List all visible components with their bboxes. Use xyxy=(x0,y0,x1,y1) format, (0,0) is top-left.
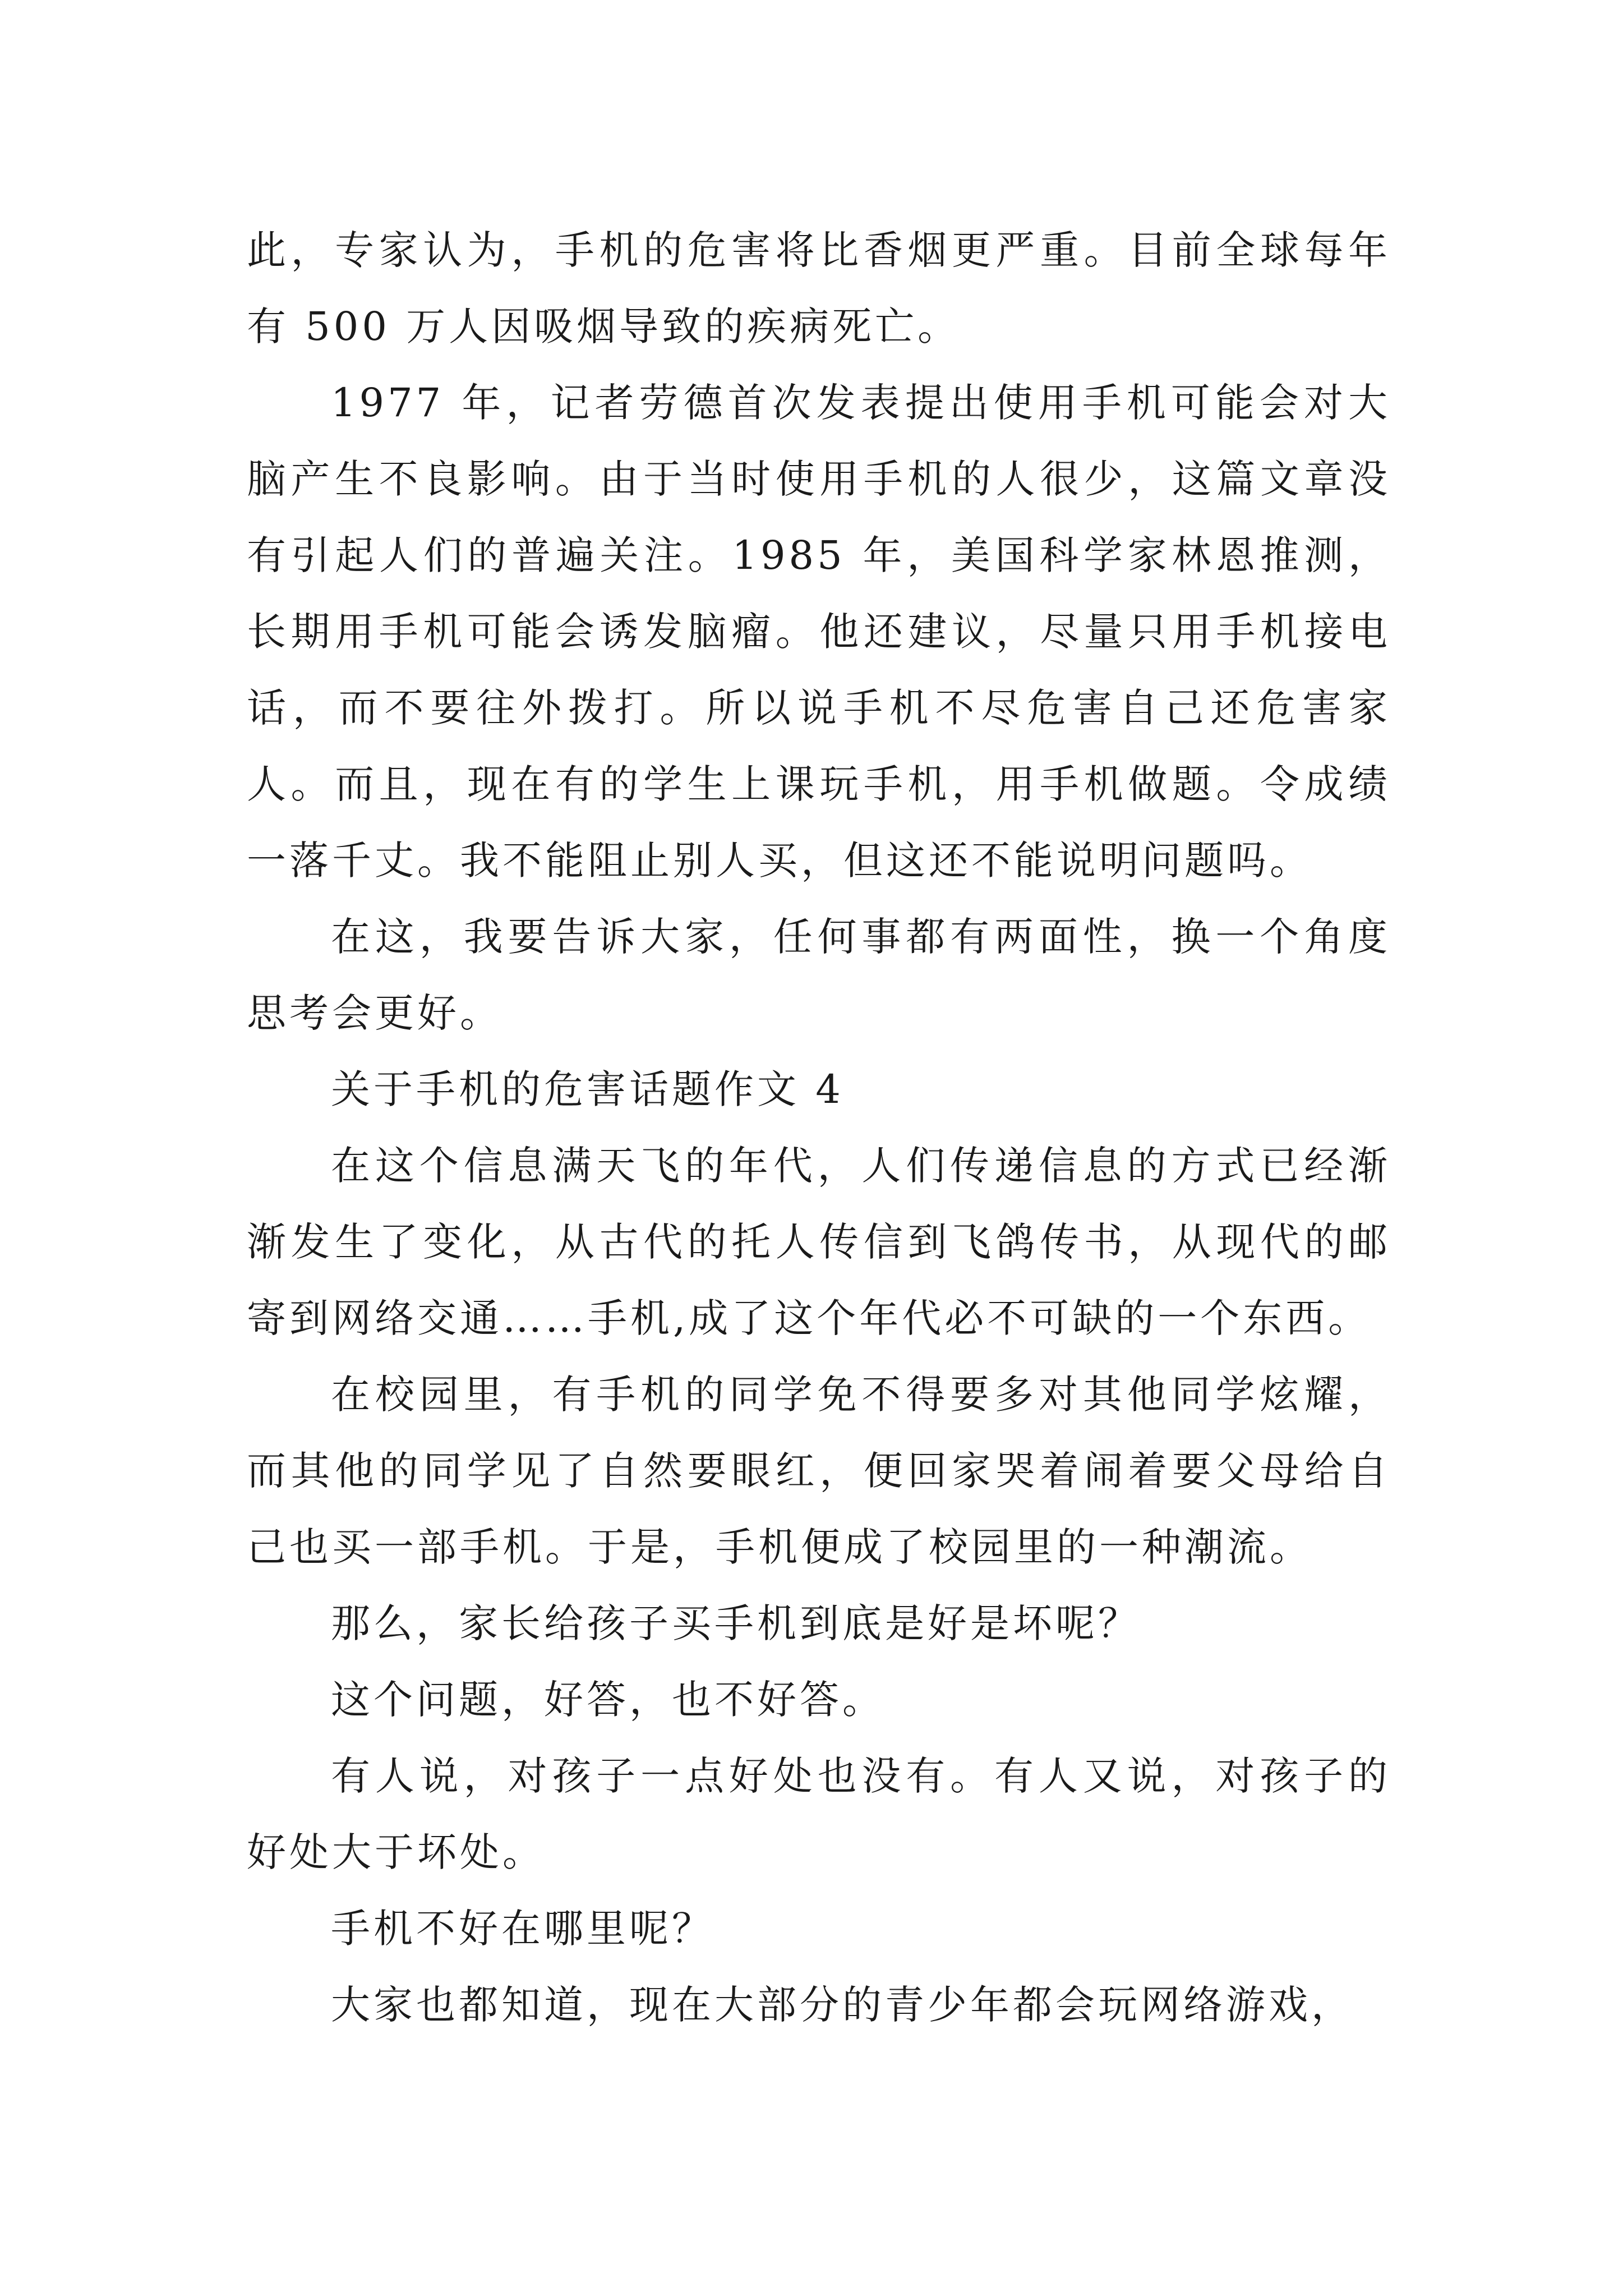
paragraph-question: 那么，家长给孩子买手机到底是好是坏呢？ xyxy=(331,1600,1141,1646)
paragraph-1977: 1977 年，记者劳德首次发表提出使用手机可能会对大脑产生不良影响。由于当时使用手机的人很少，这篇文章没有引起人们的普遍关注。1985 年，美国科学家林恩推测，长期用手机可能会诱发脑瘤。他还建议，尽量只用手机接电话，而不要往外拨打。所以说手机不尽危害自己还危害家人。而且，现在有的学生上课玩手机，用手机做题。令成绩一落千丈。我不能阻止别人买，但这还不能说明问题吗。 xyxy=(247,380,1391,884)
paragraph-opinions: 有人说，对孩子一点好处也没有。有人又说，对孩子的好处大于坏处。 xyxy=(247,1753,1391,1875)
section-heading: 关于手机的危害话题作文 4 xyxy=(331,1066,844,1112)
paragraph-downsides-question: 手机不好在哪里呢？ xyxy=(331,1906,714,1952)
paragraph-two-sides: 在这，我要告诉大家，任何事都有两面性，换一个角度思考会更好。 xyxy=(247,914,1391,1036)
paragraph-answer: 这个问题，好答，也不好答。 xyxy=(331,1677,885,1723)
paragraph-online-games: 大家也都知道，现在大部分的青少年都会玩网络游戏， xyxy=(331,1982,1354,2028)
paragraph-continued: 此，专家认为，手机的危害将比香烟更严重。目前全球每年有 500 万人因吸烟导致的疾病死亡。 xyxy=(247,227,1391,349)
document-body xyxy=(247,212,1391,2043)
paragraph-information-era: 在这个信息满天飞的年代，人们传递信息的方式已经渐渐发生了变化，从古代的托人传信到飞鸽传书，从现代的邮寄到网络交通……手机,成了这个年代必不可缺的一个东西。 xyxy=(247,1143,1391,1341)
paragraph-campus: 在校园里，有手机的同学免不得要多对其他同学炫耀，而其他的同学见了自然要眼红，便回家哭着闹着要父母给自己也买一部手机。于是，手机便成了校园里的一种潮流。 xyxy=(247,1372,1391,1570)
